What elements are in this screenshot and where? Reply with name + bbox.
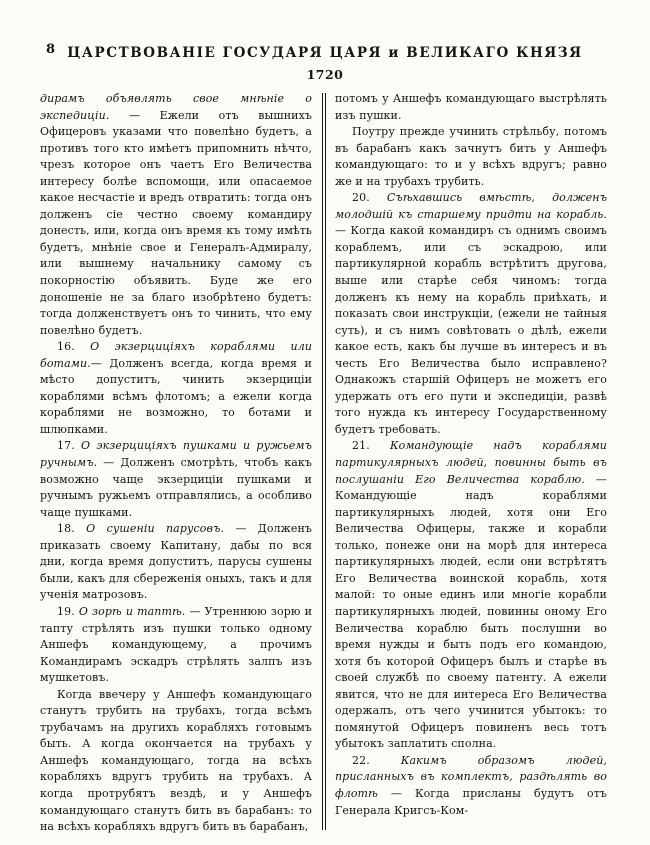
text-segment: — Долженъ всегда, когда время и мѣсто допуститъ, чинить экзерциціи кораблями всѣмъ флотомъ; а ежели когда кораблями не возможно, то ботами и шлюпками. [40,356,312,436]
text-segment: потомъ у Аншефъ командующаго выстрѣлять изъ пушки. [335,92,607,122]
page-content [0,91,650,836]
text-segment: Командующіе надъ кораблями партикулярныхъ людей, повинны быть въ послушаніи Его Величества кораблю. [335,439,607,486]
page-number: 8 [46,42,56,57]
text-segment: О сушеніи парусовъ. [86,522,236,536]
text-segment: 19. [57,604,79,618]
text-segment: — Когда присланы будутъ отъ Генерала Кригсъ-Ком- [335,786,607,817]
text-segment: — Долженъ смотрѣть, чтобъ какъ возможно чаще экзерциціи пушками и ручнымъ ружьемъ отправлялись, а особливо чаще пушками. [40,456,312,519]
text-segment: 21. [352,439,390,453]
text-segment: О экзерциціяхъ пушками и ружьемъ ручнымъ. [40,439,313,470]
text-segment: Какимъ образомъ людей, присланныхъ въ комплектъ, раздѣлять во флотѣ [335,753,607,800]
paragraph [335,190,607,438]
text-segment: 16. [57,340,91,354]
paragraph [40,91,312,339]
paragraph [40,604,312,687]
text-segment: — Командующіе надъ кораблями партикулярныхъ людей, хотя они Его Величества Офицеры, также и корабли только, понеже они на морѣ для интереса партикулярныхъ людей, если они встрѣтятъ Его Величества воинской корабль, хотя малой: то оные единъ или многіе корабли партикулярныхъ людей, повинны оному Его Величества кораблю быть послушни во время нужды и быть подъ его командою, хотя бъ которой Офицеръ былъ и старѣе въ своей службѣ по своему патенту. А ежели явится, что не для интереса Его Величества одержалъ, отъ чего учинится убытокъ: то помянутой Офицеръ повиненъ весь тотъ убытокъ заплатить сполна. [335,472,607,751]
paragraph [40,687,312,836]
paragraph [335,91,607,124]
text-segment: Поутру прежде учинить стрѣльбу, потомъ въ барабанъ какъ зачнутъ бить у Аншефъ командующаго: то и у всѣхъ вдругъ; равно же и на трубахъ трубить. [335,125,607,188]
text-segment: Ежели отъ вышнихъ Офицеровъ указами что повелѣно будетъ, а противъ того кто имѣетъ припомнить нѣчто, чрезъ которое онъ чаетъ Его Величества интересу болѣе вспомощи, или опасаемое какое несчастіе и вредъ отвратить: тогда онъ долженъ сіе честно своему командиру донесть, или, когда онъ время къ тому имѣть будетъ, мнѣніе свое и Генералъ-Адмиралу, или вышнему начальнику самому съ покорностію объявить. Буде же его доношеніе не за благо изобрѣтено будетъ: тогда долженствуетъ онъ то чинить, что ему повелѣно будетъ. [40,108,312,337]
text-segment: Съѣхавшись вмѣстѣ, долженъ молодшій къ старшему придти на корабль. [335,191,608,221]
paragraph [40,521,312,604]
text-segment: О зорѣ и таптѣ. [78,604,190,618]
left-column [40,91,312,836]
right-column [335,91,607,836]
page-year: 1720 [306,67,344,82]
paragraph [40,438,312,521]
text-segment: О экзерциціяхъ кораблями или ботами. [40,340,313,370]
page-header-title: ЦАРСТВОВАНІЕ ГОСУДАРЯ ЦАРЯ и ВЕЛИКАГО КНЯЗЯ [67,45,583,61]
page-header [0,0,650,60]
text-segment: Когда ввечеру у Аншефъ командующаго станутъ трубить на трубахъ, тогда всѣмъ трубачамъ на другихъ корабляхъ готовымъ быть. А когда окончается на трубахъ у Аншефъ командующаго, тогда на всѣхъ корабляхъ вдругъ трубить на трубахъ. А когда протрубятъ вездѣ, и у Аншефъ командующаго станутъ бить въ барабанъ: то на всѣхъ корабляхъ вдругъ бить въ барабанъ, [40,687,312,834]
text-segment: — Утреннюю зорю и тапту стрѣлять изъ пушки только одному Аншефъ командующему, а прочимъ Командирамъ эскадръ стрѣлять залпъ изъ мушкетовъ. [40,604,313,685]
text-segment: 18. [57,522,87,536]
paragraph [335,753,607,819]
text-segment: — Долженъ приказать своему Капитану, дабы по вся дни, когда время допуститъ, парусы сушены были, какъ для сбереженія оныхъ, такъ и для ученія матрозовъ. [40,522,313,602]
text-segment: 20. [352,191,387,205]
paragraph [335,438,607,752]
paragraph [40,339,312,438]
column-divider [322,93,326,830]
paragraph [335,124,607,190]
text-segment: 22. [352,753,401,767]
text-segment: 17. [57,439,82,453]
text-segment: — Когда какой командиръ съ однимъ своимъ кораблемъ, или съ эскадрою, или партикулярной корабль встрѣтитъ другова, выше или старѣе себя чиномъ: тогда долженъ къ нему на корабль приѣхать, и показать свои инструкціи, (ежели не тайныя суть), и съ нимъ совѣтовать о дѣлѣ, ежели какое есть, какъ бы лучше въ интересъ и въ честь Его Величества было исправлено? Однакожъ старшій Офицеръ не можетъ его удержать отъ его пути и экспедиціи, развѣ того нужда къ интересу Государственному будетъ требовать. [335,224,607,436]
text-segment: дирамъ объявлять свое мнѣніе о экспедиціи. — [40,92,312,122]
